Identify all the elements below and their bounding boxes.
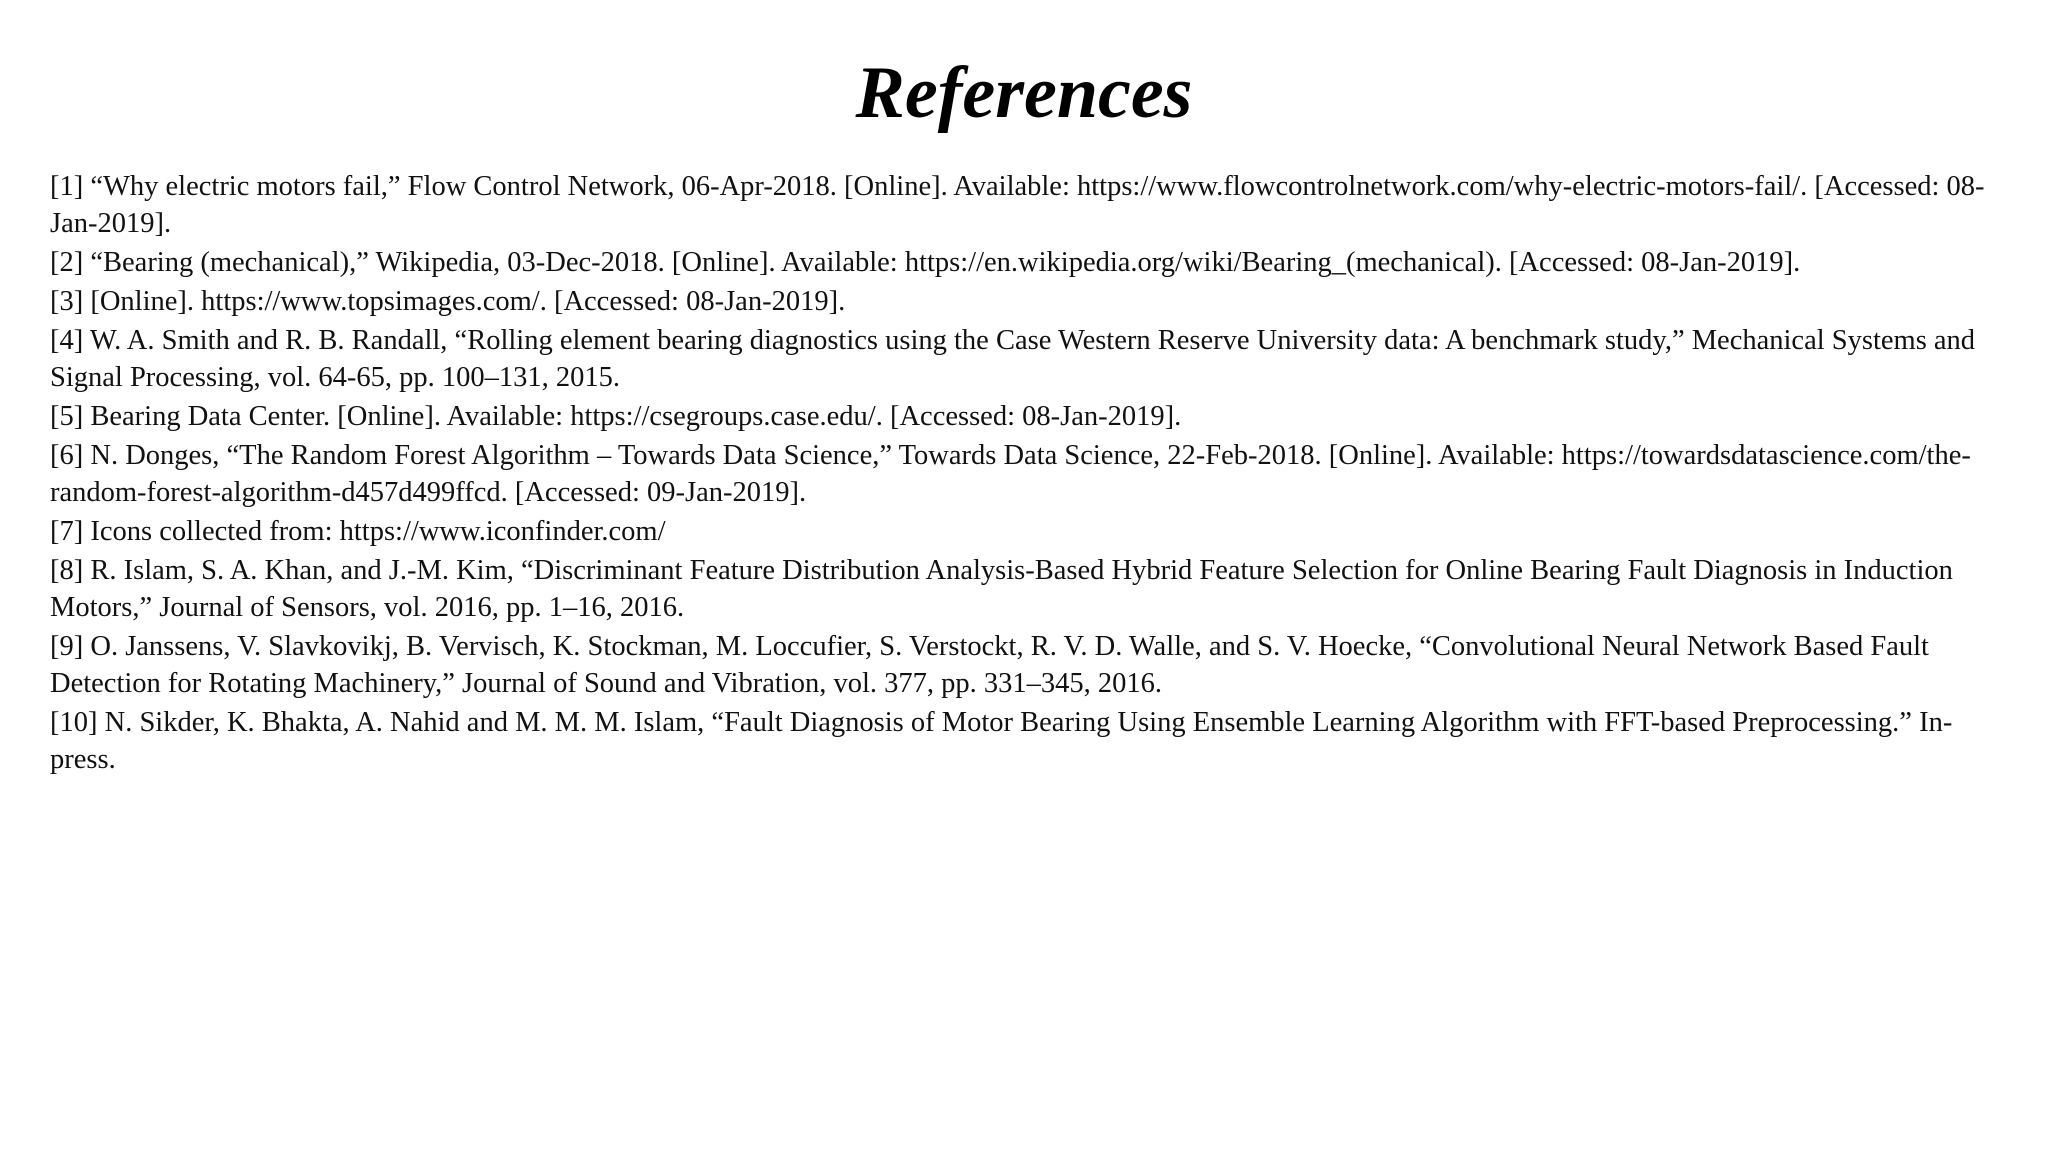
reference-item-3: [3] [Online]. https://www.topsimages.com/. [Accessed: 08-Jan-2019]. bbox=[50, 286, 846, 317]
reference-item-2: [2] “Bearing (mechanical),” Wikipedia, 03-Dec-2018. [Online]. Available: https://en.wikipedia.org/wiki/Bearing_(mechanical). [Accessed: 08-Jan-2019]. bbox=[50, 247, 1801, 278]
reference-item-6: [6] N. Donges, “The Random Forest Algorithm – Towards Data Science,” Towards Data Science, 22-Feb-2018. [Online]. Available: https://towardsdatascience.com/the-random-forest-algorithm-d457d499ffcd. [Accessed: 09-Jan-2019]. bbox=[50, 440, 1971, 508]
reference-item-1: [1] “Why electric motors fail,” Flow Control Network, 06-Apr-2018. [Online]. Available: https://www.flowcontrolnetwork.com/why-electric-motors-fail/. [Accessed: 08-Jan-2019]. bbox=[50, 171, 1985, 239]
reference-item-4: [4] W. A. Smith and R. B. Randall, “Rolling element bearing diagnostics using the Case Western Reserve University data: A benchmark study,” Mechanical Systems and Signal Processing, vol. 64-65, pp. 100–131, 2015. bbox=[50, 325, 1976, 393]
page-title: References bbox=[855, 52, 1193, 134]
reference-item-7: [7] Icons collected from: https://www.iconfinder.com/ bbox=[50, 516, 666, 547]
reference-item-5: [5] Bearing Data Center. [Online]. Available: https://csegroups.case.edu/. [Accessed: 08-Jan-2019]. bbox=[50, 401, 1182, 432]
reference-item-8: [8] R. Islam, S. A. Khan, and J.-M. Kim, “Discriminant Feature Distribution Analysis-Based Hybrid Feature Selection for Online Bearing Fault Diagnosis in Induction Motors,” Journal of Sensors, vol. 2016, pp. 1–16, 2016. bbox=[50, 555, 1953, 623]
reference-list bbox=[50, 168, 2000, 780]
reference-item-9: [9] O. Janssens, V. Slavkovikj, B. Vervisch, K. Stockman, M. Loccufier, S. Verstockt, R. V. D. Walle, and S. V. Hoecke, “Convolutional Neural Network Based Fault Detection for Rotating Machinery,” Journal of Sound and Vibration, vol. 377, pp. 331–345, 2016. bbox=[50, 631, 1929, 699]
reference-item-10: [10] N. Sikder, K. Bhakta, A. Nahid and M. M. M. Islam, “Fault Diagnosis of Motor Bearing Using Ensemble Learning Algorithm with FFT-based Preprocessing.” In-press. bbox=[50, 707, 1953, 775]
